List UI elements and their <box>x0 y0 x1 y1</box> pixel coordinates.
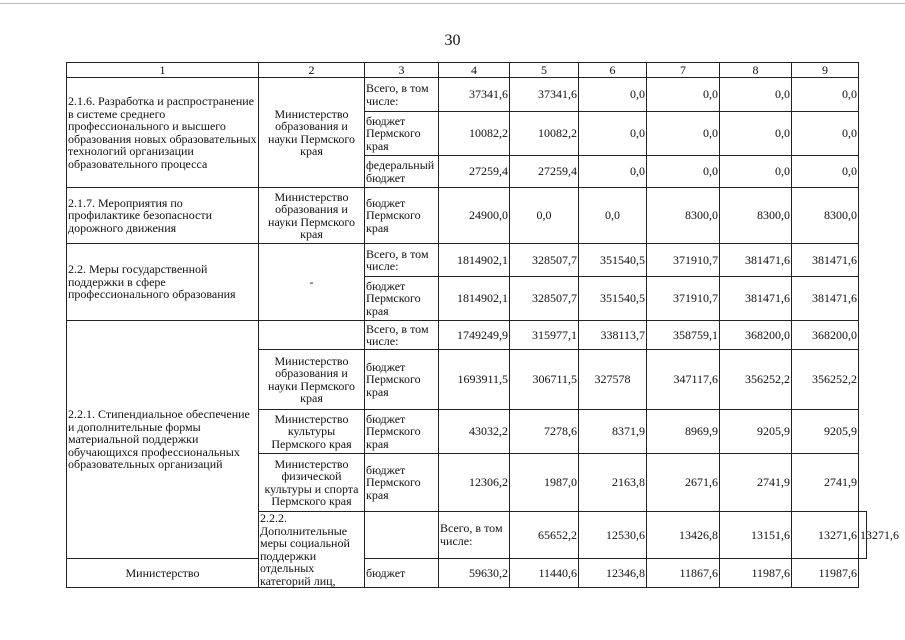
value-cell: 0,0 <box>510 188 579 244</box>
value-cell: 10082,2 <box>510 112 579 156</box>
table-row <box>67 188 867 244</box>
column-header: 7 <box>647 63 720 78</box>
value-cell: 8969,9 <box>647 410 720 454</box>
value-cell: 27259,4 <box>439 156 510 188</box>
scan-edge-line <box>0 3 905 4</box>
funding-source-cell: бюджет Пермского края <box>365 454 439 512</box>
value-cell: 315977,1 <box>510 321 579 350</box>
value-cell: 328507,7 <box>510 277 579 321</box>
value-cell: 351540,5 <box>579 244 647 277</box>
value-cell: 356252,2 <box>792 350 859 410</box>
measure-cell: 2.1.6. Разработка и распространение в системе среднего профессионального и высшего образования новых образовательных технологий организации образовательного процесса <box>67 78 259 188</box>
value-cell: 11987,6 <box>720 558 792 587</box>
funding-source-cell: бюджет Пермского края <box>365 112 439 156</box>
funding-source-cell: Всего, в том числе: <box>439 512 510 559</box>
table-row <box>67 78 867 112</box>
value-cell: 0,0 <box>579 188 647 244</box>
value-cell: 1749249,9 <box>439 321 510 350</box>
value-cell: 59630,2 <box>439 558 510 587</box>
funding-source-cell: Всего, в том числе: <box>365 244 439 277</box>
value-cell: 371910,7 <box>647 277 720 321</box>
value-cell: 13271,6 <box>792 512 859 559</box>
value-cell: 8300,0 <box>720 188 792 244</box>
value-cell: 12346,8 <box>579 558 647 587</box>
value-cell: 0,0 <box>647 78 720 112</box>
value-cell: 368200,0 <box>792 321 859 350</box>
value-cell: 1814902,1 <box>439 277 510 321</box>
measure-cell: 2.2.1. Стипендиальное обеспечение и дополнительные формы материальной поддержки обучающихся профессиональных образовательных организаций <box>67 321 259 559</box>
measure-cell: 2.2.2. Дополнительные меры социальной поддержки отдельных категорий лиц, <box>259 512 365 588</box>
page-number: 30 <box>444 32 461 49</box>
value-cell: 358759,1 <box>647 321 720 350</box>
value-cell: 356252,2 <box>720 350 792 410</box>
value-cell: 12306,2 <box>439 454 510 512</box>
value-cell: 381471,6 <box>720 277 792 321</box>
value-cell: 0,0 <box>792 112 859 156</box>
value-cell: 1987,0 <box>510 454 579 512</box>
column-header: 1 <box>67 63 259 78</box>
value-cell: 13151,6 <box>720 512 792 559</box>
executor-cell: - <box>259 244 365 321</box>
value-cell: 381471,6 <box>792 244 859 277</box>
value-cell: 27259,4 <box>510 156 579 188</box>
table-header-row <box>67 63 867 78</box>
value-cell: 2671,6 <box>647 454 720 512</box>
table-row <box>67 558 867 587</box>
value-cell: 13271,6 <box>859 512 867 559</box>
value-cell: 7278,6 <box>510 410 579 454</box>
value-cell: 37341,6 <box>510 78 579 112</box>
value-cell: 338113,7 <box>579 321 647 350</box>
measure-cell: 2.1.7. Мероприятия по профилактике безопасности дорожного движения <box>67 188 259 244</box>
value-cell: 0,0 <box>792 156 859 188</box>
value-cell: 37341,6 <box>439 78 510 112</box>
value-cell: 0,0 <box>647 156 720 188</box>
value-cell: 0,0 <box>792 78 859 112</box>
funding-source-cell: федеральный бюджет <box>365 156 439 188</box>
measure-cell: 2.2. Меры государственной поддержки в сфере профессионального образования <box>67 244 259 321</box>
value-cell: 347117,6 <box>647 350 720 410</box>
column-header: 6 <box>579 63 647 78</box>
value-cell: 0,0 <box>720 156 792 188</box>
value-cell: 12530,6 <box>579 512 647 559</box>
value-cell: 43032,2 <box>439 410 510 454</box>
funding-source-cell: Всего, в том числе: <box>365 78 439 112</box>
value-cell: 0,0 <box>579 112 647 156</box>
value-cell: 0,0 <box>720 78 792 112</box>
value-cell: 65652,2 <box>510 512 579 559</box>
executor-cell <box>259 321 365 350</box>
value-cell: 381471,6 <box>792 277 859 321</box>
executor-cell: Министерство физической культуры и спорта Пермского края <box>259 454 365 512</box>
value-cell: 24900,0 <box>439 188 510 244</box>
column-header: 9 <box>792 63 859 78</box>
value-cell: 8300,0 <box>647 188 720 244</box>
value-cell: 9205,9 <box>792 410 859 454</box>
value-cell: 306711,5 <box>510 350 579 410</box>
value-cell: 1814902,1 <box>439 244 510 277</box>
value-cell: 0,0 <box>579 78 647 112</box>
column-header: 3 <box>365 63 439 78</box>
table-row <box>67 321 867 350</box>
value-cell: 11440,6 <box>510 558 579 587</box>
funding-source-cell: бюджет Пермского края <box>365 188 439 244</box>
executor-cell: Министерство <box>67 558 259 587</box>
funding-source-cell: бюджет Пермского края <box>365 410 439 454</box>
funding-source-cell: бюджет <box>365 558 439 587</box>
value-cell: 2741,9 <box>720 454 792 512</box>
column-header: 2 <box>259 63 365 78</box>
value-cell: 8371,9 <box>579 410 647 454</box>
value-cell: 327578 <box>579 350 647 410</box>
value-cell: 0,0 <box>720 112 792 156</box>
funding-source-cell: бюджет Пермского края <box>365 350 439 410</box>
value-cell: 9205,9 <box>720 410 792 454</box>
value-cell: 8300,0 <box>792 188 859 244</box>
value-cell: 2741,9 <box>792 454 859 512</box>
executor-cell: Министерство культуры Пермского края <box>259 410 365 454</box>
funding-source-cell: бюджет Пермского края <box>365 277 439 321</box>
table-row <box>67 244 867 277</box>
executor-cell <box>365 512 439 559</box>
value-cell: 368200,0 <box>720 321 792 350</box>
value-cell: 13426,8 <box>647 512 720 559</box>
value-cell: 2163,8 <box>579 454 647 512</box>
column-header: 5 <box>510 63 579 78</box>
column-header: 8 <box>720 63 792 78</box>
value-cell: 10082,2 <box>439 112 510 156</box>
value-cell: 11867,6 <box>647 558 720 587</box>
value-cell: 371910,7 <box>647 244 720 277</box>
value-cell: 0,0 <box>579 156 647 188</box>
value-cell: 1693911,5 <box>439 350 510 410</box>
funding-source-cell: Всего, в том числе: <box>365 321 439 350</box>
budget-table <box>66 62 899 588</box>
executor-cell: Министерство образования и науки Пермского края <box>259 78 365 188</box>
value-cell: 11987,6 <box>792 558 859 587</box>
value-cell: 351540,5 <box>579 277 647 321</box>
executor-cell: Министерство образования и науки Пермского края <box>259 188 365 244</box>
value-cell: 381471,6 <box>720 244 792 277</box>
value-cell: 328507,7 <box>510 244 579 277</box>
column-header: 4 <box>439 63 510 78</box>
value-cell: 0,0 <box>647 112 720 156</box>
executor-cell: Министерство образования и науки Пермского края <box>259 350 365 410</box>
